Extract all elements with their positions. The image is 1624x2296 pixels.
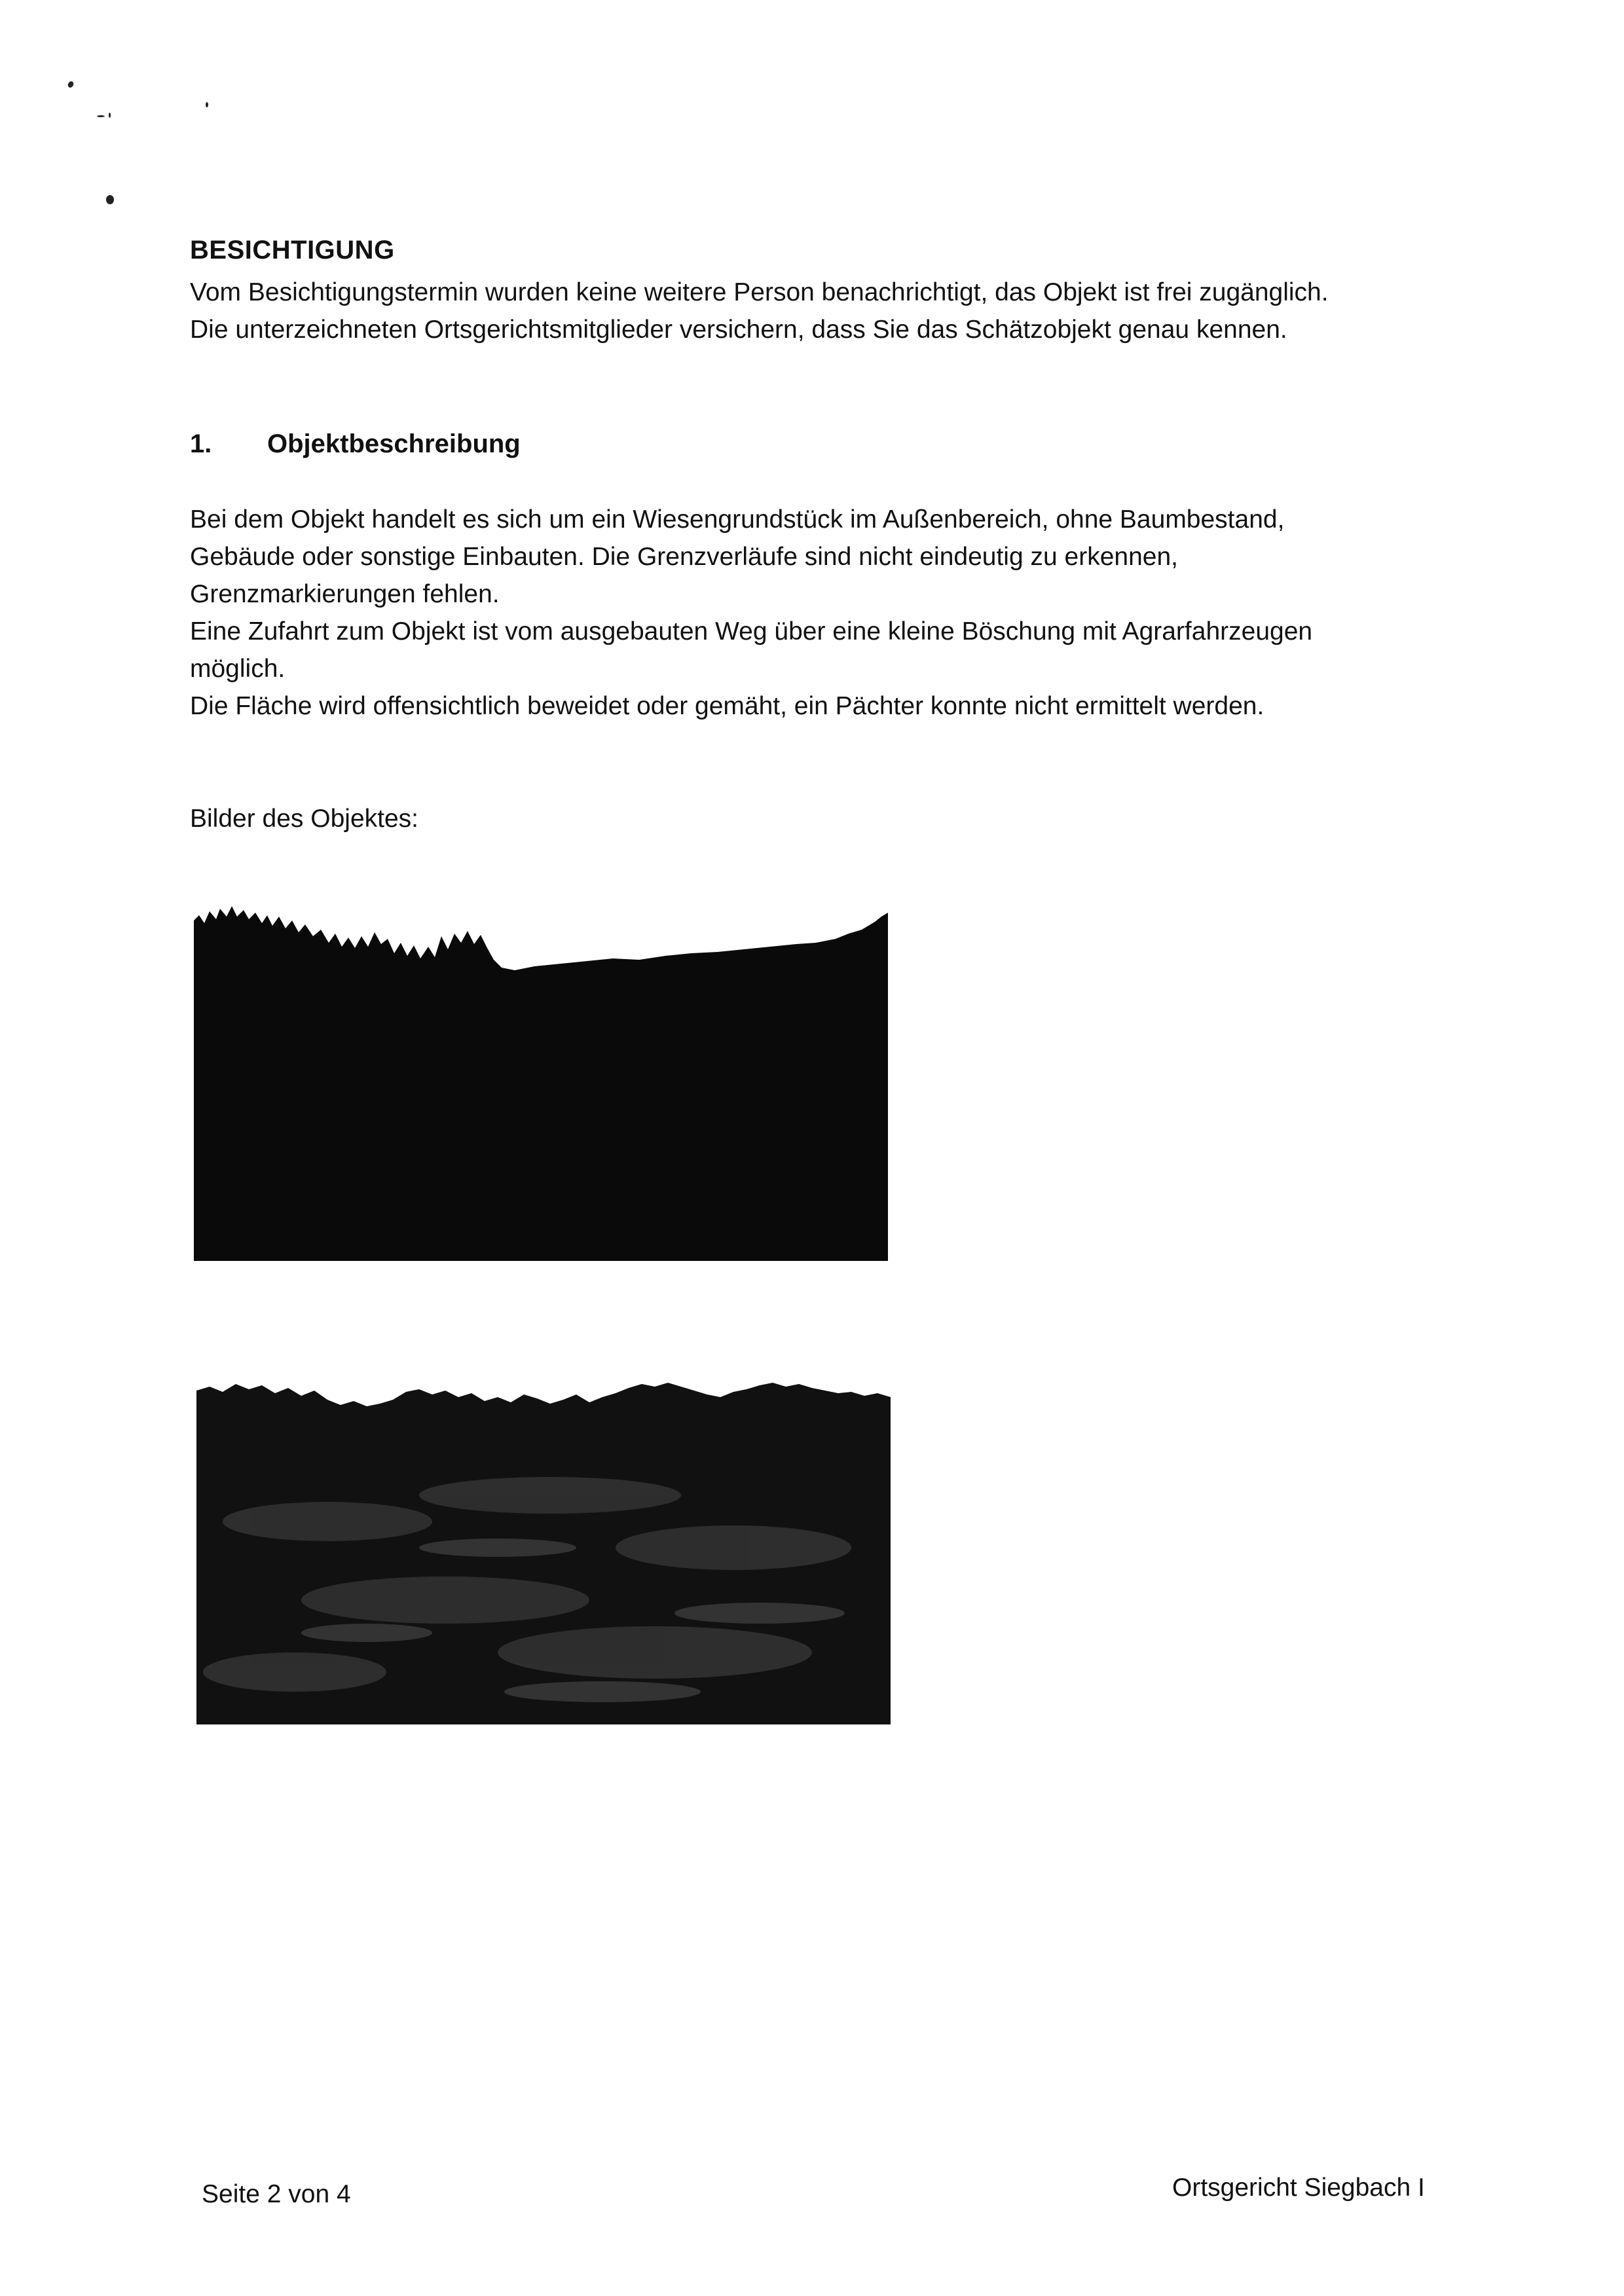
section-heading-besichtigung: BESICHTIGUNG: [190, 236, 395, 264]
scan-speck: [97, 115, 105, 117]
images-label: Bilder des Objektes:: [190, 805, 419, 833]
section-number: 1.: [190, 429, 212, 458]
description-line-3: Grenzmarkierungen fehlen.: [190, 580, 500, 608]
section-title-text: Objektbeschreibung: [267, 429, 521, 458]
scan-speck: [67, 81, 75, 89]
description-line-5: möglich.: [190, 655, 286, 683]
section-1-title: [190, 429, 521, 459]
object-photo-2: [196, 1377, 891, 1724]
description-line-4: Eine Zufahrt zum Objekt ist vom ausgebauten Weg über eine kleine Böschung mit Agrarfahrzeugen: [190, 617, 1313, 646]
description-line-2: Gebäude oder sonstige Einbauten. Die Grenzverläufe sind nicht eindeutig zu erkennen,: [190, 543, 1178, 571]
footer-issuer: Ortsgericht Siegbach I: [1172, 2174, 1425, 2202]
description-line-1: Bei dem Objekt handelt es sich um ein Wiesengrundstück im Außenbereich, ohne Baumbestand,: [190, 505, 1285, 534]
besichtigung-line-1: Vom Besichtigungstermin wurden keine weitere Person benachrichtigt, das Objekt ist frei zugänglich.: [190, 278, 1329, 306]
besichtigung-line-2: Die unterzeichneten Ortsgerichtsmitglieder versichern, dass Sie das Schätzobjekt genau kennen.: [190, 316, 1287, 344]
scan-speck: [106, 195, 114, 204]
description-line-6: Die Fläche wird offensichtlich beweidet oder gemäht, ein Pächter konnte nicht ermittelt werden.: [190, 692, 1264, 720]
scan-speck: [206, 102, 208, 107]
object-photo-1: [194, 897, 888, 1261]
scan-speck: [109, 113, 111, 118]
page-number: Seite 2 von 4: [202, 2180, 351, 2208]
object-photo-2-image: [196, 1377, 891, 1724]
object-photo-1-image: [194, 897, 888, 1261]
